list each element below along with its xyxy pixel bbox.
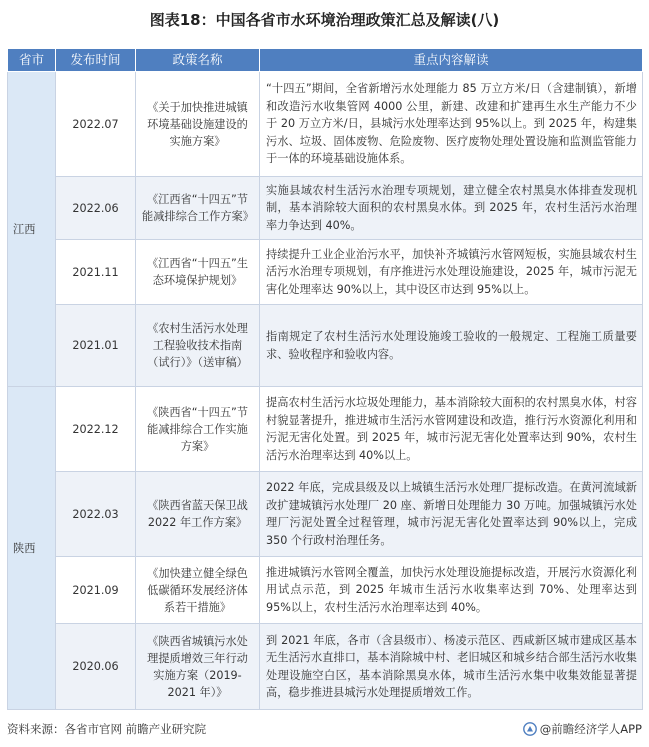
brand-label: @前瞻经济学人APP [539,722,642,736]
source-note: 资料来源：各省市官网 前瞻产业研究院 [7,722,207,736]
header-policy-name: 政策名称 [136,49,260,72]
content-cell: “十四五”期间，全省新增污水处理能力 85 万立方米/日（含建制镇），新增和改造污水收集管网 4000 公里，新建、改建和扩建再生水生产能力不少于 20 万立方米/日，县城污水处理率达到 95%以上。到 2025 年，构建集污水、垃圾、固体废物、危险废物、医疗废物处理处置设施和监测监管能力于一体的环境基础设施体系。 [260,72,643,177]
province-cell: 江西 [8,72,56,387]
table-header-row [8,49,643,72]
content-cell: 指南规定了农村生活污水处理设施竣工验收的一般规定、工程施工质量要求、验收程序和验收内容。 [260,305,643,387]
policy-name-cell: 《陕西省蓝天保卫战 2022 年工作方案》 [136,472,260,557]
content-cell: 推进城镇污水管网全覆盖，加快污水处理设施提标改造，开展污水资源化利用试点示范，到 2025 年城市生活污水收集率达到 70%、处理率达到 95%以上，农村生活污水治理率达到 40%。 [260,557,643,624]
policy-name-cell: 《农村生活污水处理工程验收技术指南（试行）》（送审稿） [136,305,260,387]
table-row [8,305,643,387]
header-province: 省市 [8,49,56,72]
table-row [8,72,643,177]
table-row [8,472,643,557]
policy-table [7,48,643,710]
date-cell: 2022.06 [56,177,136,240]
content-cell: 到 2021 年底，各市（含县级市）、杨凌示范区、西咸新区城市建成区基本无生活污水直排口，基本消除城中村、老旧城区和城乡结合部生活污水收集处理设施空白区，基本消除黑臭水体，城市生活污水集中收集效能显著提高，稳步推进县城污水处理提质增效工作。 [260,624,643,710]
figure-title: 图表18：中国各省市水环境治理政策汇总及解读(八) [149,11,500,29]
table-row [8,177,643,240]
table-row [8,624,643,710]
policy-name-cell: 《陕西省城镇污水处理提质增效三年行动实施方案（2019-2021 年）》 [136,624,260,710]
footer [7,718,642,740]
header-date: 发布时间 [56,49,136,72]
date-cell: 2022.07 [56,72,136,177]
table-row [8,387,643,472]
date-cell: 2020.06 [56,624,136,710]
content-cell: 实施县域农村生活污水治理专项规划，建立健全农村黑臭水体排查发现机制，基本消除较大面积的农村黑臭水体。到 2025 年，农村生活污水治理率力争达到 40%。 [260,177,643,240]
date-cell: 2021.09 [56,557,136,624]
content-cell: 持续提升工业企业治污水平，加快补齐城镇污水管网短板，实施县域农村生活污水治理专项规划，有序推进污水处理设施建设，2025 年，城市污泥无害化处理率达 90%以上，其中设区市达到 95%以上。 [260,240,643,305]
policy-name-cell: 《加快建立健全绿色低碳循环发展经济体系若干措施》 [136,557,260,624]
content-cell: 提高农村生活污水垃圾处理能力，基本消除较大面积的农村黑臭水体，村容村貌显著提升，推进城市生活污水管网建设和改造，推行污水资源化利用和污泥无害化处置。到 2025 年，城市污泥无害化处置率达到 90%，农村生活污水治理率达到 40%以上。 [260,387,643,472]
table-row [8,557,643,624]
province-cell: 陕西 [8,387,56,710]
date-cell: 2021.01 [56,305,136,387]
table-row [8,240,643,305]
header-key-content: 重点内容解读 [260,49,643,72]
policy-name-cell: 《江西省“十四五”节能减排综合工作方案》 [136,177,260,240]
content-cell: 2022 年底，完成县级及以上城镇生活污水处理厂提标改造。在黄河流域新改扩建城镇污水处理厂 20 座、新增日处理能力 30 万吨。加强城镇污水处理厂污泥处置全过程管理，城市污泥无害化处置率达到 90%以上，完成 350 个行政村治理任务。 [260,472,643,557]
brand-credit [523,718,642,740]
policy-name-cell: 《江西省“十四五”生态环境保护规划》 [136,240,260,305]
date-cell: 2022.12 [56,387,136,472]
policy-name-cell: 《陕西省“十四五”节能减排综合工作实施方案》 [136,387,260,472]
date-cell: 2021.11 [56,240,136,305]
policy-name-cell: 《关于加快推进城镇环境基础设施建设的实施方案》 [136,72,260,177]
date-cell: 2022.03 [56,472,136,557]
brand-logo-icon [523,722,537,736]
